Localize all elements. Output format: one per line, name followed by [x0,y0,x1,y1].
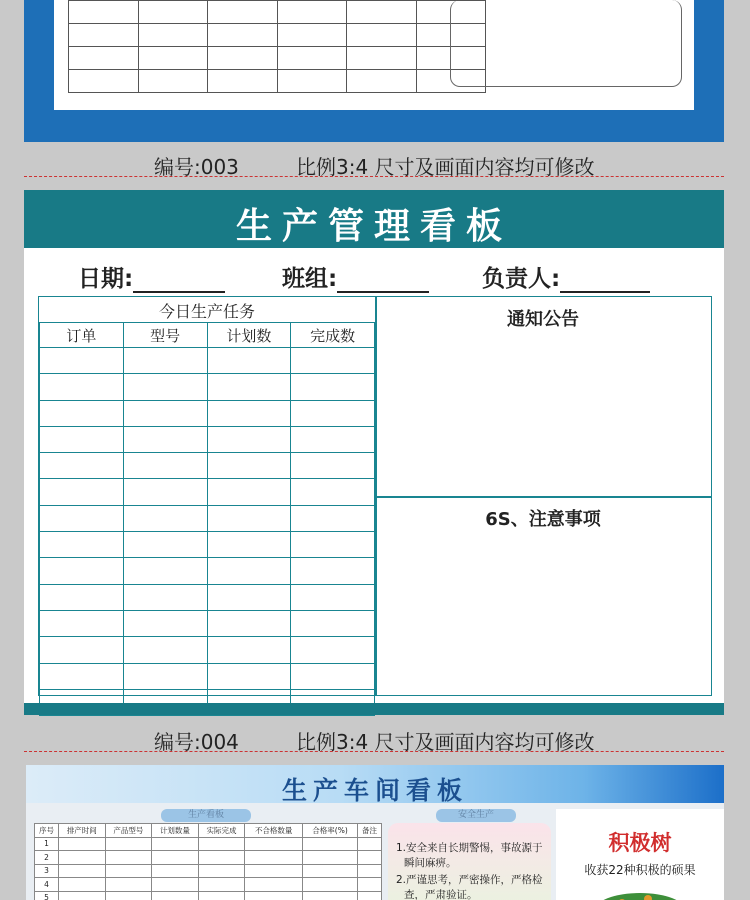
board-003-note-box [450,0,682,87]
table-cell[interactable] [105,891,152,900]
date-field [78,260,225,293]
table-cell[interactable] [40,663,124,689]
column-header: 型号 [123,323,207,348]
table-cell[interactable] [59,851,106,865]
table-cell[interactable] [207,610,291,636]
tree-subtitle: 收获22种积极的硕果 [584,863,696,877]
column-header: 排产时间 [59,824,106,838]
table-row [40,400,375,426]
table-cell[interactable] [291,663,375,689]
table-cell[interactable] [207,558,291,584]
task-table-header [40,323,375,348]
table-cell[interactable] [207,374,291,400]
column-header: 合格率(%) [303,824,358,838]
table-cell[interactable] [40,532,124,558]
divider [24,751,724,752]
horizontal-divider [375,496,711,498]
column-header: 订单 [40,323,124,348]
table-cell[interactable] [123,479,207,505]
caption-scale: 比例3:4 尺寸及画面内容均可修改 [296,155,595,179]
table-cell[interactable] [291,584,375,610]
positivity-tree-panel [556,809,724,900]
production-table-body [35,837,382,900]
table-cell[interactable] [105,837,152,851]
table-row [40,558,375,584]
board-grid [38,296,712,696]
caption-scale: 比例3:4 尺寸及画面内容均可修改 [296,730,595,754]
table-cell[interactable] [198,837,245,851]
row-number: 1 [35,837,59,851]
table-cell[interactable] [291,532,375,558]
table-cell[interactable] [245,878,303,892]
board3-title: 生产车间看板 [281,776,468,805]
table-row [40,610,375,636]
table-row [40,663,375,689]
date-label: 日期: [78,266,134,292]
production-table-header [35,824,382,838]
table-row [40,374,375,400]
table-cell[interactable] [152,851,199,865]
tree-illustration-icon [556,881,724,900]
table-row [40,584,375,610]
table-cell[interactable] [105,864,152,878]
table-cell[interactable] [40,584,124,610]
table-cell[interactable] [303,891,358,900]
safety-line: 2.严谨思考，严密操作，严格检 [396,874,543,886]
board-header [24,190,724,248]
table-cell[interactable] [291,479,375,505]
table-cell[interactable] [207,479,291,505]
owner-label: 负责人: [482,266,561,292]
table-cell[interactable] [357,851,381,865]
table-cell[interactable] [59,878,106,892]
table-cell[interactable] [123,426,207,452]
table-row [40,426,375,452]
table-cell[interactable] [245,837,303,851]
table-cell[interactable] [291,426,375,452]
safety-panel [388,823,551,900]
table-cell[interactable] [40,453,124,479]
board-title: 生产管理看板 [235,206,512,247]
table-cell[interactable] [123,400,207,426]
table-cell[interactable] [59,837,106,851]
table-cell[interactable] [123,374,207,400]
table-row [35,851,382,865]
table-cell[interactable] [40,400,124,426]
table-cell[interactable] [207,426,291,452]
table-cell[interactable] [123,453,207,479]
table-cell[interactable] [357,891,381,900]
table-cell[interactable] [357,878,381,892]
table-cell[interactable] [245,891,303,900]
table-cell[interactable] [245,864,303,878]
table-row [40,532,375,558]
table-row [35,837,382,851]
table-cell[interactable] [123,584,207,610]
caption-code: 编号:003 [154,155,239,179]
table-row [40,453,375,479]
table-cell[interactable] [123,348,207,374]
table-cell[interactable] [303,878,358,892]
table-row [35,878,382,892]
table-cell[interactable] [40,348,124,374]
table-cell[interactable] [123,532,207,558]
table-cell[interactable] [40,637,124,663]
task-table-body [40,348,375,716]
table-row [40,505,375,531]
table-row [35,864,382,878]
table-cell[interactable] [303,864,358,878]
caption-code: 编号:004 [154,730,239,754]
table-cell[interactable] [40,426,124,452]
safety-line: 瞬间麻痹。 [404,857,457,869]
column-header: 备注 [357,824,381,838]
row-number: 2 [35,851,59,865]
team-label: 班组: [282,266,338,292]
board3-header [26,765,724,803]
table-cell[interactable] [291,610,375,636]
table-cell[interactable] [291,558,375,584]
six-s-title: 6S、注意事项 [485,509,601,530]
table-cell[interactable] [105,878,152,892]
table-cell[interactable] [40,479,124,505]
safety-tab: 安全生产 [436,809,516,822]
table-cell[interactable] [59,864,106,878]
table-cell[interactable] [123,637,207,663]
column-header: 实际完成 [198,824,245,838]
board-005 [26,765,724,900]
safety-line: 查，严肃验证。 [404,889,478,900]
table-cell[interactable] [152,864,199,878]
row-number: 3 [35,864,59,878]
date-line [133,269,225,293]
table-cell[interactable] [59,891,106,900]
caption-004 [0,722,750,752]
table-cell[interactable] [357,837,381,851]
board-004 [24,190,724,715]
table-cell[interactable] [303,851,358,865]
divider [24,176,724,177]
table-cell[interactable] [291,505,375,531]
table-cell[interactable] [152,837,199,851]
board-bottom-bar [24,703,724,715]
owner-field [482,260,650,293]
table-cell[interactable] [40,610,124,636]
table-cell[interactable] [207,584,291,610]
board-003 [24,0,724,142]
table-cell[interactable] [207,453,291,479]
table-cell[interactable] [198,851,245,865]
table-cell[interactable] [123,505,207,531]
table-cell[interactable] [207,505,291,531]
row-number: 5 [35,891,59,900]
table-cell[interactable] [357,864,381,878]
table-cell[interactable] [291,400,375,426]
table-cell[interactable] [123,663,207,689]
safety-line: 1.安全来自长期警惕，事故源于 [396,842,543,854]
production-tab: 生产看板 [161,809,251,822]
team-field [282,260,429,293]
column-header: 计划数 [207,323,291,348]
tree-title: 积极树 [608,831,672,855]
table-cell[interactable] [291,374,375,400]
table-cell[interactable] [291,348,375,374]
table-cell[interactable] [207,532,291,558]
table-row [35,891,382,900]
column-header: 计划数量 [152,824,199,838]
table-cell[interactable] [40,505,124,531]
row-number: 4 [35,878,59,892]
table-cell[interactable] [198,891,245,900]
table-cell[interactable] [198,878,245,892]
table-cell[interactable] [207,637,291,663]
table-cell[interactable] [40,558,124,584]
column-header: 产品型号 [105,824,152,838]
production-table [34,823,382,900]
table-cell[interactable] [207,348,291,374]
owner-line [560,269,650,293]
team-line [337,269,429,293]
table-cell[interactable] [245,851,303,865]
table-cell[interactable] [291,453,375,479]
table-cell[interactable] [291,637,375,663]
caption-003 [0,147,750,177]
table-cell[interactable] [152,878,199,892]
board-003-surface [54,0,694,110]
table-cell[interactable] [40,374,124,400]
table-cell[interactable] [152,891,199,900]
column-header: 序号 [35,824,59,838]
table-row [40,348,375,374]
table-cell[interactable] [198,864,245,878]
table-cell[interactable] [303,837,358,851]
table-row [40,479,375,505]
board-003-table [68,0,486,93]
table-cell[interactable] [207,663,291,689]
notice-title: 通知公告 [507,309,579,330]
table-cell[interactable] [123,610,207,636]
column-header: 不合格数量 [245,824,303,838]
table-cell[interactable] [105,851,152,865]
task-table [39,322,375,716]
task-section-title: 今日生产任务 [158,302,255,321]
table-cell[interactable] [207,400,291,426]
table-row [40,637,375,663]
column-header: 完成数 [291,323,375,348]
table-cell[interactable] [123,558,207,584]
